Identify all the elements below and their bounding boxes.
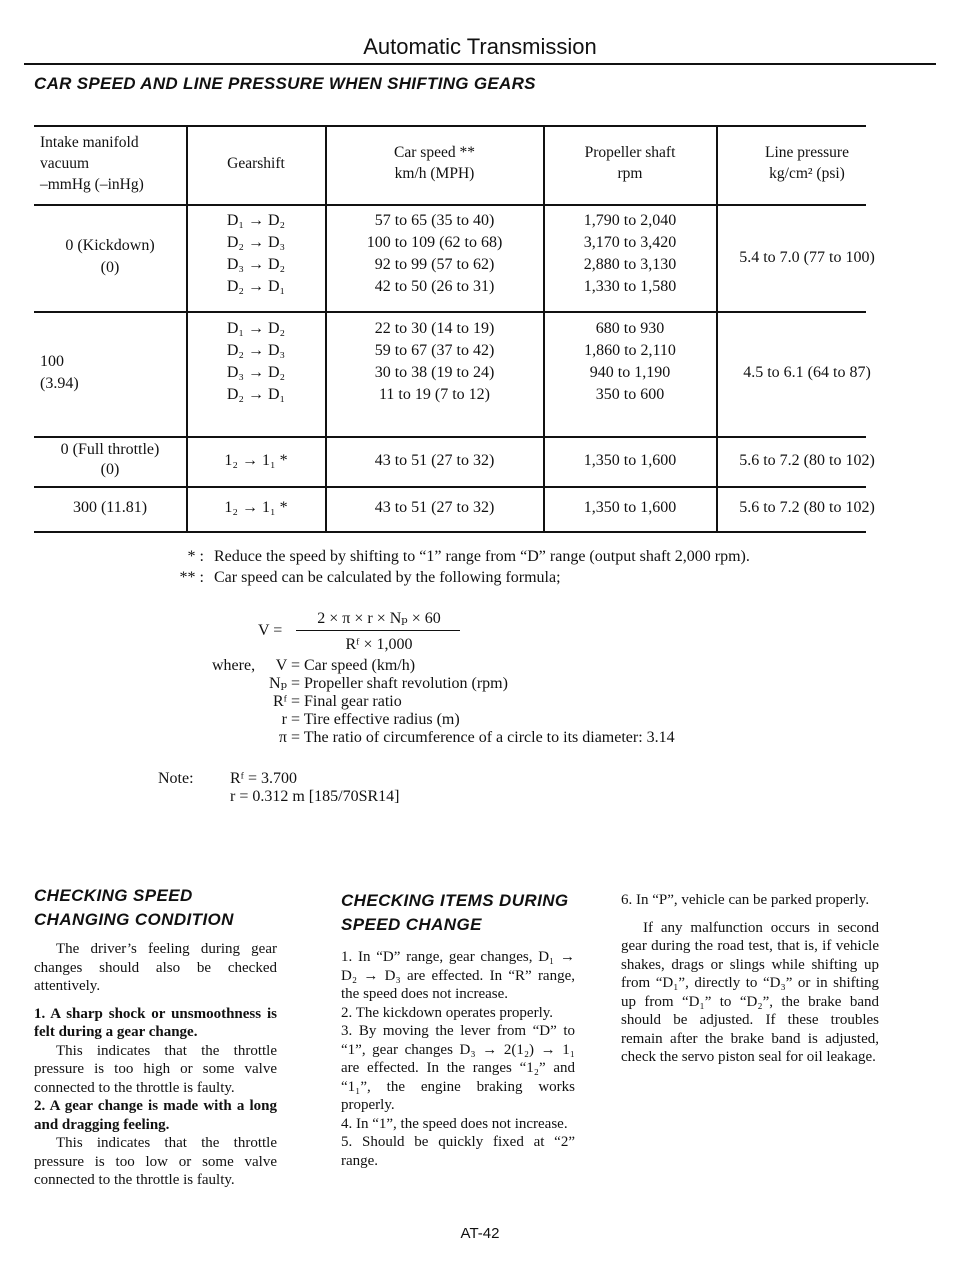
speed-value: 30 to 38 (19 to 24) — [374, 364, 495, 381]
definition-symbol: V = — [275, 657, 300, 674]
footnote-mark: * : — [187, 548, 204, 565]
list-item: 5. Should be quickly fixed at “2” range. — [341, 1134, 575, 1169]
footnote-text: Car speed can be calculated by the following formula; — [214, 569, 561, 586]
group-vacuum-line: (3.94) — [40, 375, 79, 392]
column-checking-items — [341, 889, 575, 1170]
header-pressure — [717, 142, 897, 184]
table-rule — [34, 311, 866, 313]
definition-symbol: Rᶠ = — [272, 693, 300, 710]
rpm-value: 1,350 to 1,600 — [583, 499, 677, 516]
speed-value: 22 to 30 (14 to 19) — [374, 320, 495, 337]
column-heading-line: SPEED CHANGE — [341, 915, 482, 934]
group-vacuum-line: 0 (Kickdown) — [65, 237, 155, 254]
page-title: Automatic Transmission — [363, 34, 597, 59]
item-title: 2. A gear change is made with a long and dragging feeling. — [34, 1098, 277, 1133]
definition-row — [252, 693, 812, 711]
footnote-text: Reduce the speed by shifting to “1” range from “D” range (output shaft 2,000 rpm). — [214, 548, 750, 565]
pressure-value: 5.4 to 7.0 (77 to 100) — [739, 249, 875, 266]
rpm-value: 680 to 930 — [595, 320, 665, 337]
formula-lhs: V = — [258, 622, 283, 639]
rpm-value: 350 to 600 — [595, 386, 665, 403]
gearshift-value: D₂ → D₃ — [226, 234, 286, 251]
gearshift-value: D₂ → D₃ — [226, 342, 286, 359]
rpm-cell — [544, 210, 716, 298]
definition-row — [252, 657, 812, 675]
title-rule — [24, 63, 936, 65]
group-vacuum-line: 300 (11.81) — [72, 499, 148, 516]
list-item: 2. The kickdown operates properly. — [341, 1004, 554, 1021]
item-title: 1. A sharp shock or unsmoothness is felt during a gear change. — [34, 1005, 277, 1040]
where-label: where, — [212, 657, 256, 674]
item-text: This indicates that the throttle pressure is too high or some valve connected to the throttle is faulty. — [34, 1042, 277, 1096]
footnote-double — [160, 567, 950, 588]
header-rpm-line: rpm — [617, 165, 643, 182]
header-speed-line: Car speed ** — [394, 144, 475, 161]
gearshift-value: D₁ → D₂ — [226, 212, 286, 229]
speed-value: 100 to 109 (62 to 68) — [366, 234, 503, 251]
definition-symbol: π = — [278, 729, 300, 746]
speed-value: 92 to 99 (57 to 62) — [374, 256, 495, 273]
group-vacuum-line: (0) — [100, 259, 120, 276]
group-vacuum — [34, 235, 186, 279]
column-checking-speed — [34, 884, 277, 1190]
gearshift-value: D₁ → D₂ — [226, 320, 286, 337]
header-vacuum-line: Intake manifold — [40, 134, 139, 151]
checking-list — [341, 948, 575, 1170]
gearshift-value: D₃ → D₂ — [226, 256, 286, 273]
table-rule — [34, 204, 866, 206]
speed-cell — [326, 318, 543, 406]
rpm-value: 940 to 1,190 — [589, 364, 671, 381]
speed-value: 42 to 50 (26 to 31) — [374, 278, 495, 295]
definition-row — [252, 675, 812, 693]
column-heading-line: CHANGING CONDITION — [34, 910, 234, 929]
column-heading-line: CHECKING SPEED — [34, 886, 193, 905]
header-speed — [326, 142, 543, 184]
column-heading-line: CHECKING ITEMS DURING — [341, 891, 569, 910]
list-item: 4. In “1”, the speed does not increase. — [341, 1115, 568, 1132]
header-gearshift: Gearshift — [227, 155, 285, 172]
intro-paragraph: The driver’s feeling during gear changes should also be checked attentively. — [34, 941, 277, 994]
header-rpm-line: Propeller shaft — [584, 144, 676, 161]
definition-text: Final gear ratio — [304, 693, 402, 710]
definition-symbol: r = — [281, 711, 300, 728]
rpm-value: 2,880 to 3,130 — [583, 256, 677, 273]
note-line: Rᶠ = 3.700 — [230, 770, 298, 787]
list-item: 3. By moving the lever from “D” to “1”, gear changes D₃ → 2(1₂) → 1₁ are effected. In the ranges “1₂” and “1₁”, the engine braking works properly. — [341, 1023, 575, 1113]
group-vacuum-line: 0 (Full throttle) — [60, 441, 160, 458]
malfunction-paragraph: If any malfunction occurs in second gear during the road test, that is, if vehicle shakes, drags or slings while shifting up from “D₁”, directly to “D₃” or in shifting up from “D₁” to “D₂”, the brake band should be adjusted. If these troubles remain after the brake band is adjusted, check the servo piston seal for oil leakage. — [621, 919, 879, 1065]
pressure-value: 5.6 to 7.2 (80 to 102) — [739, 452, 875, 469]
note-label: Note: — [158, 770, 194, 787]
item-text: This indicates that the throttle pressure is too low or some valve connected to the throttle is faulty. — [34, 1135, 277, 1188]
group-vacuum — [34, 440, 186, 480]
speed-value: 11 to 19 (7 to 12) — [379, 386, 490, 403]
gearshift-value: D₃ → D₂ — [226, 364, 286, 381]
rpm-value: 1,860 to 2,110 — [584, 342, 676, 359]
gearshift-cell — [187, 210, 325, 298]
column-heading — [341, 889, 575, 937]
header-rpm — [544, 142, 716, 184]
table-rule — [34, 486, 866, 488]
header-vacuum-line: vacuum — [40, 155, 90, 172]
fraction-bar — [296, 630, 460, 631]
header-speed-line: km/h (MPH) — [394, 165, 475, 182]
formula-denominator: Rᶠ × 1,000 — [345, 636, 413, 653]
definition-text: Car speed (km/h) — [304, 657, 416, 674]
group-vacuum-line: 100 — [40, 353, 64, 370]
footnote-single — [160, 546, 950, 567]
pressure-value: 4.5 to 6.1 (64 to 87) — [743, 364, 871, 381]
pressure-value: 5.6 to 7.2 (80 to 102) — [739, 499, 875, 516]
definition-text: Propeller shaft revolution (rpm) — [304, 675, 508, 692]
speed-value: 43 to 51 (27 to 32) — [374, 499, 495, 516]
column-continued — [621, 891, 879, 1067]
formula-numerator: 2 × π × r × Nₚ × 60 — [317, 610, 441, 627]
group-vacuum-line: (0) — [100, 461, 120, 478]
gearshift-value: 1₂ → 1₁ * — [224, 499, 288, 516]
header-pressure-line: kg/cm² (psi) — [769, 165, 845, 182]
note-line: r = 0.312 m [185/70SR14] — [230, 788, 400, 805]
section-heading: CAR SPEED AND LINE PRESSURE WHEN SHIFTING GEARS — [34, 74, 536, 93]
definition-symbol: Nₚ = — [269, 675, 300, 692]
rpm-cell — [544, 318, 716, 406]
definition-text: Tire effective radius (m) — [303, 711, 460, 728]
speed-cell — [326, 210, 543, 298]
group-vacuum — [40, 351, 185, 395]
table-rule — [34, 436, 866, 438]
table-rule — [34, 125, 866, 127]
page-number: AT-42 — [460, 1225, 500, 1242]
gearshift-cell — [187, 318, 325, 406]
footnote-mark: ** : — [179, 569, 204, 586]
rpm-value: 3,170 to 3,420 — [583, 234, 677, 251]
rpm-value: 1,350 to 1,600 — [583, 452, 677, 469]
gearshift-value: D₂ → D₁ — [226, 386, 286, 403]
gearshift-value: D₂ → D₁ — [226, 278, 286, 295]
definition-row — [252, 729, 812, 747]
gearshift-value: 1₂ → 1₁ * — [224, 452, 288, 469]
definition-text: The ratio of circumference of a circle to its diameter: 3.14 — [303, 729, 675, 746]
table-rule — [34, 531, 866, 533]
definition-row — [252, 711, 812, 729]
rpm-value: 1,790 to 2,040 — [583, 212, 677, 229]
list-item: 6. In “P”, vehicle can be parked properly. — [621, 892, 870, 908]
list-item: 1. In “D” range, gear changes, D₁ → D₂ → D₃ are effected. In “R” range, the speed does not increase. — [341, 949, 575, 1002]
formula-definitions — [252, 657, 812, 747]
rpm-value: 1,330 to 1,580 — [583, 278, 677, 295]
speed-value: 59 to 67 (37 to 42) — [374, 342, 495, 359]
column-heading — [34, 884, 277, 932]
header-vacuum — [40, 132, 185, 195]
note-block — [230, 770, 399, 806]
speed-value: 43 to 51 (27 to 32) — [374, 452, 495, 469]
header-vacuum-line: –mmHg (–inHg) — [40, 176, 144, 193]
speed-value: 57 to 65 (35 to 40) — [374, 212, 495, 229]
header-pressure-line: Line pressure — [765, 144, 849, 161]
